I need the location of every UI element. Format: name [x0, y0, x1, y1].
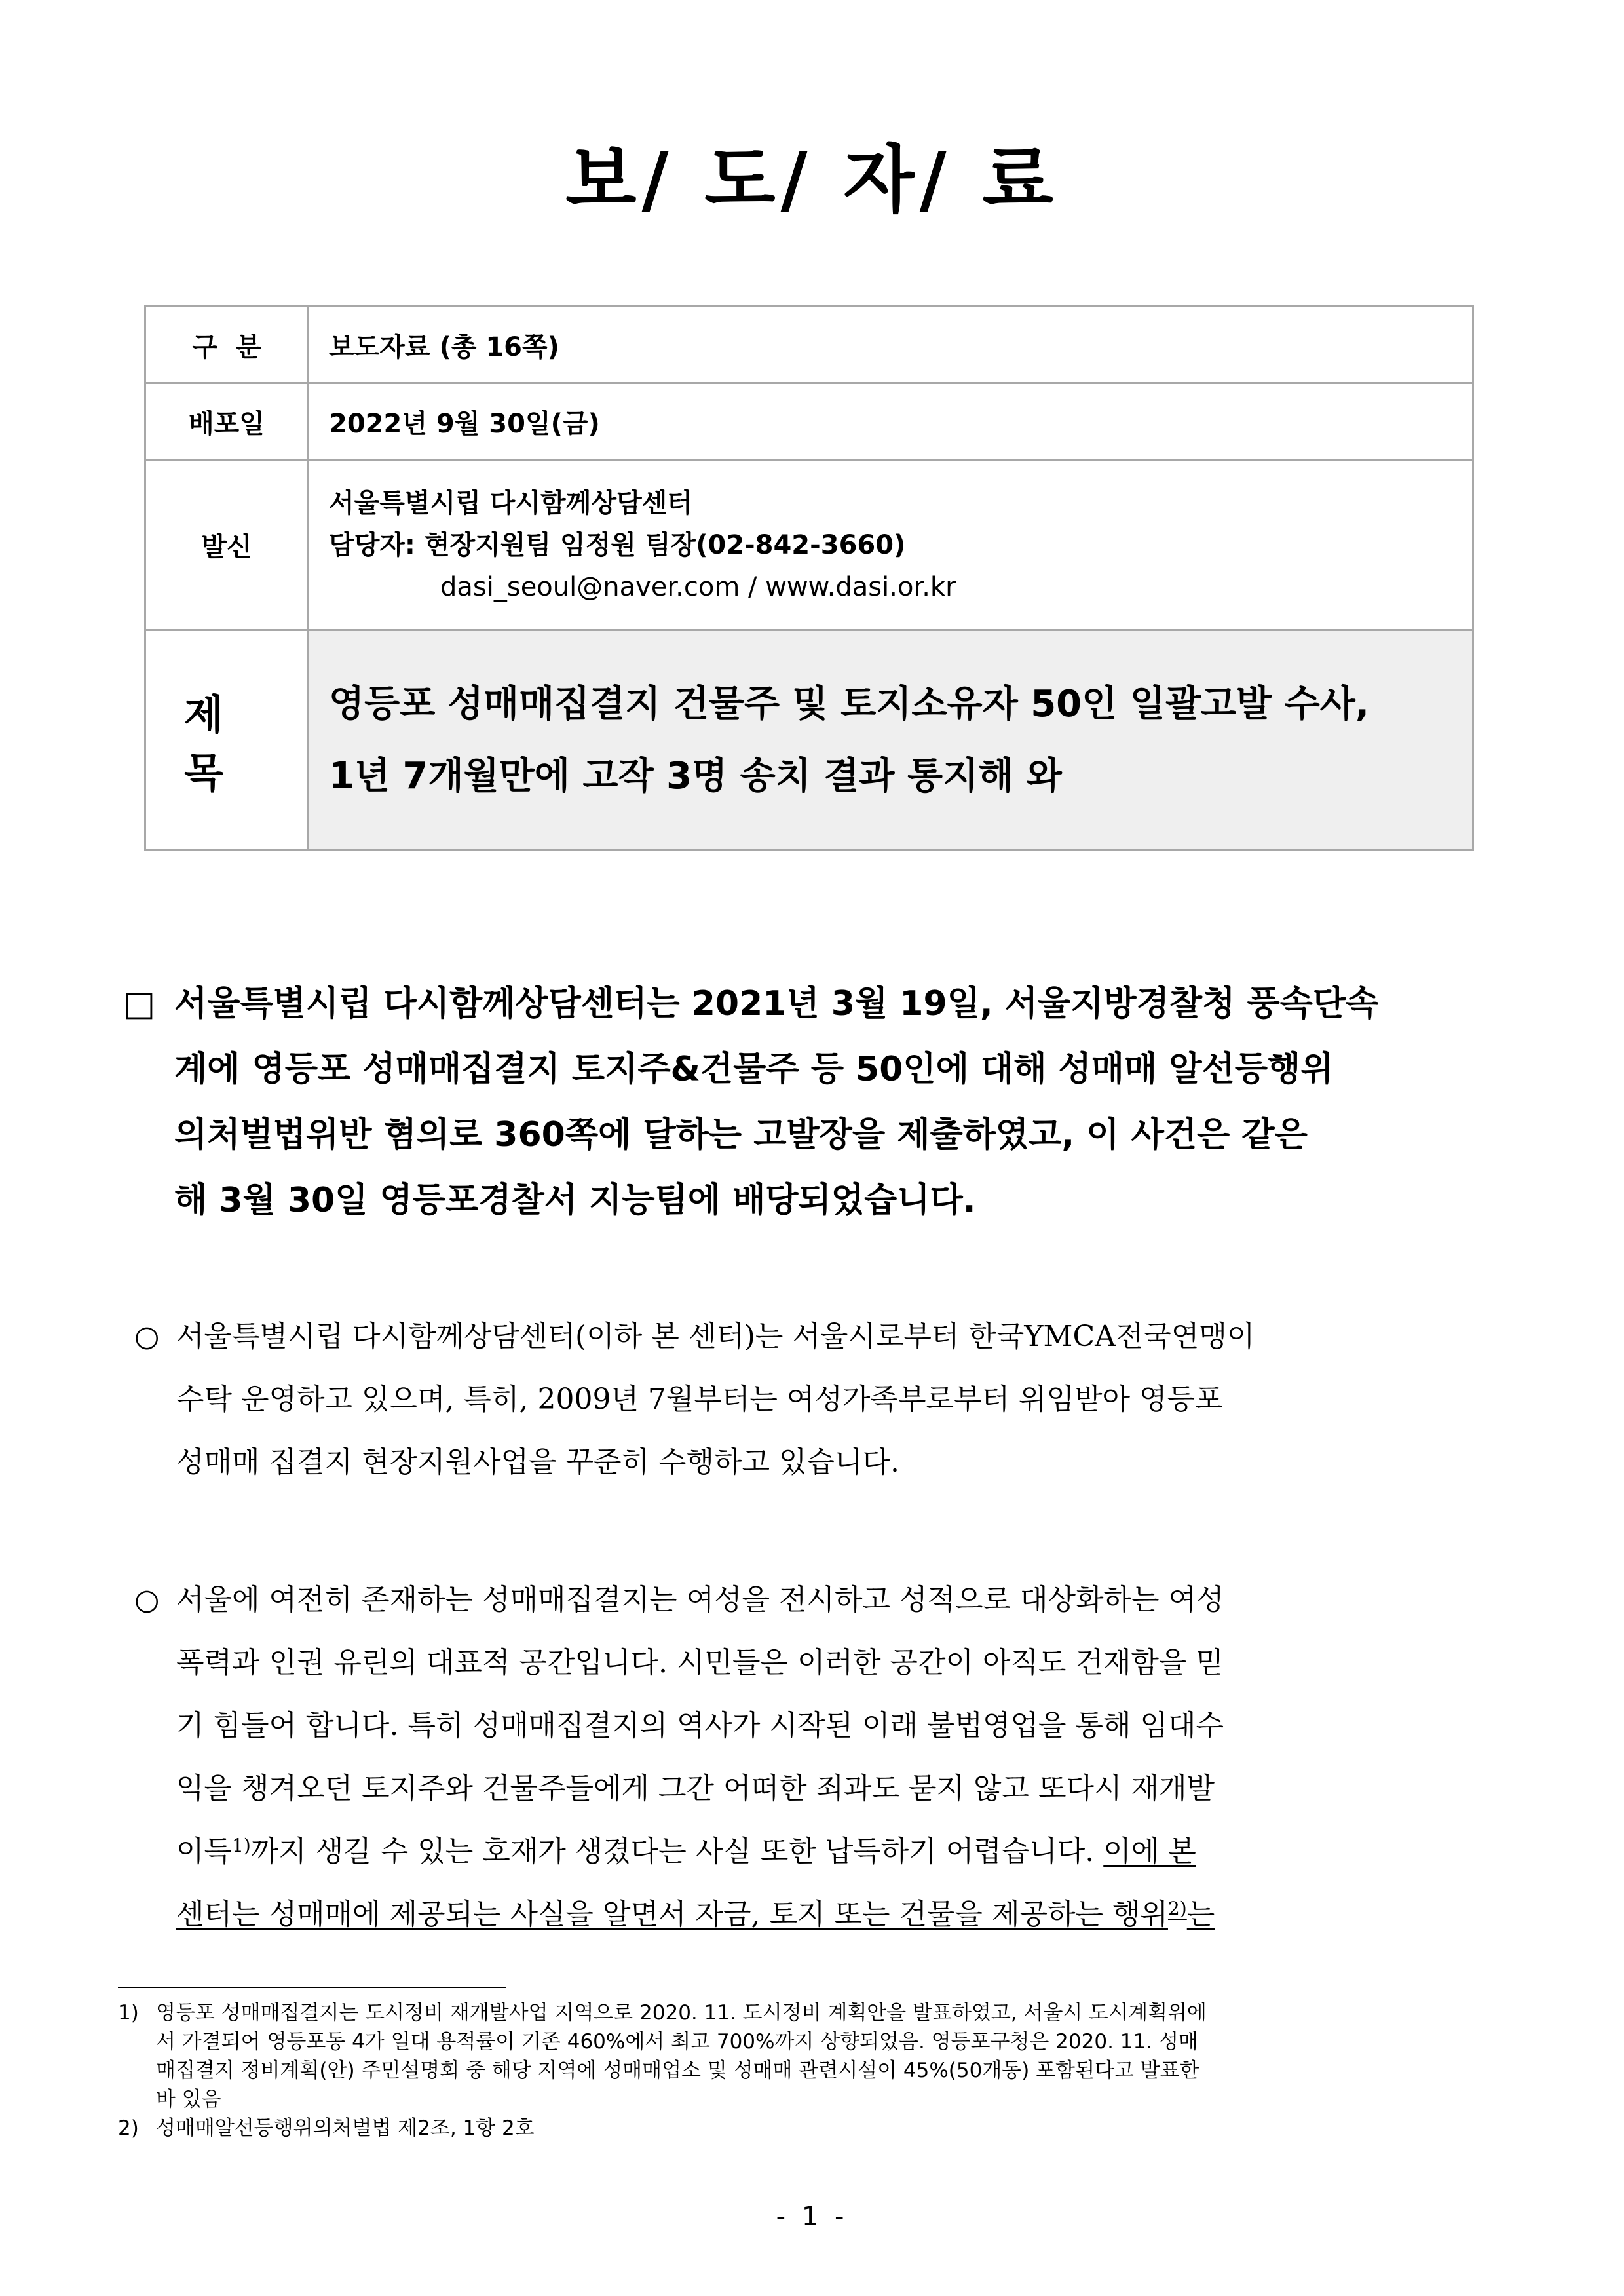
footnote-1-number: 1) — [118, 2001, 139, 2025]
date-value: 2022년 9월 30일(금) — [309, 383, 1473, 460]
sender-contact: 담당자: 현장지원팀 임정원 팀장(02-842-3660) — [329, 529, 906, 560]
bullet2-line-6 — [134, 1883, 1497, 1946]
bullet2-line-6-underlined: 센터는 성매매에 제공되는 사실을 알면서 자금, 토지 또는 건물을 제공하는 행위 — [176, 1898, 1168, 1931]
category-label: 구 분 — [145, 307, 309, 383]
footnote-2-number: 2) — [118, 2116, 139, 2140]
bullet-paragraph-1 — [134, 1305, 1497, 1494]
bullet2-line-5-mid: 까지 생길 수 있는 호재가 생겼다는 사실 또한 납득하기 어렵습니다. — [250, 1835, 1104, 1868]
bullet1-line-3: 성매매 집결지 현장지원사업을 꾸준히 수행하고 있습니다. — [176, 1445, 900, 1479]
bullet2-line-2: 폭력과 인권 유린의 대표적 공간입니다. 시민들은 이러한 공간이 아직도 건재함을 믿 — [176, 1646, 1224, 1679]
footnotes — [118, 1999, 1533, 2143]
bullet2-line-5-start: 이득 — [176, 1835, 233, 1868]
sender-web: dasi_seoul@naver.com / www.dasi.or.kr — [440, 571, 956, 602]
sender-row — [145, 460, 1473, 630]
category-row — [145, 307, 1473, 383]
checkbox-square-icon: □ — [123, 984, 156, 1024]
lead-line-1: 서울특별시립 다시함께상담센터는 2021년 3월 19일, 서울지방경찰청 풍속단속 — [174, 984, 1379, 1024]
bullet1-line-1: 서울특별시립 다시함께상담센터(이하 본 센터)는 서울시로부터 한국YMCA전국연맹이 — [176, 1320, 1255, 1353]
lead-line-2: 계에 영등포 성매매집결지 토지주&건물주 등 50인에 대해 성매매 알선등행위 — [174, 1050, 1334, 1089]
bullet2-line-6-end: 는 — [1186, 1898, 1215, 1931]
lead-paragraph — [123, 971, 1499, 1233]
subject-line-2: 1년 7개월만에 고작 3명 송치 결과 통지해 와 — [329, 754, 1062, 797]
date-label: 배포일 — [145, 383, 309, 460]
info-table — [144, 305, 1474, 851]
footnote-ref-1[interactable]: 1) — [232, 1835, 251, 1856]
footnote-1-line-4: 바 있음 — [156, 2088, 221, 2111]
circle-bullet-icon: ○ — [134, 1320, 160, 1353]
bullet2-line-4: 익을 챙겨오던 토지주와 건물주들에게 그간 어떠한 죄과도 묻지 않고 또다시 재개발 — [176, 1772, 1215, 1805]
bullet2-line-5 — [134, 1820, 1497, 1883]
bullet-paragraph-2 — [134, 1569, 1497, 1946]
footnote-1-line-2: 서 가결되어 영등포동 4가 일대 용적률이 기존 460%에서 최고 700%까지 상향되었음. 영등포구청은 2020. 11. 성매 — [156, 2030, 1198, 2054]
category-value: 보도자료 (총 16쪽) — [309, 307, 1473, 383]
footnote-1-line-3: 매집결지 정비계획(안) 주민설명회 중 해당 지역에 성매매업소 및 성매매 관련시설이 45%(50개동) 포함된다고 발표한 — [156, 2059, 1199, 2082]
circle-bullet-icon: ○ — [134, 1583, 160, 1617]
subject-line-1: 영등포 성매매집결지 건물주 및 토지소유자 50인 일괄고발 수사, — [329, 682, 1370, 725]
footnote-1-line-1: 영등포 성매매집결지는 도시정비 재개발사업 지역으로 2020. 11. 도시정비 계획안을 발표하였고, 서울시 도시계획위에 — [156, 2001, 1207, 2025]
subject-row — [145, 630, 1473, 851]
footnote-divider — [118, 1987, 506, 1988]
bullet2-line-5-underlined: 이에 본 — [1103, 1835, 1196, 1868]
date-row — [145, 383, 1473, 460]
sender-org: 서울특별시립 다시함께상담센터 — [329, 488, 692, 518]
page-number: - 1 - — [776, 2202, 848, 2232]
footnote-2-line-1: 성매매알선등행위의처벌법 제2조, 1항 2호 — [156, 2116, 535, 2140]
sender-value — [309, 460, 1473, 630]
subject-label: 제목 — [145, 630, 309, 851]
subject-value — [309, 630, 1473, 851]
sender-label: 발신 — [145, 460, 309, 630]
bullet1-line-2: 수탁 운영하고 있으며, 특히, 2009년 7월부터는 여성가족부로부터 위임받아 영등포 — [176, 1383, 1223, 1416]
lead-line-3: 의처벌법위반 혐의로 360쪽에 달하는 고발장을 제출하였고, 이 사건은 같은 — [174, 1115, 1308, 1155]
footnote-ref-2[interactable]: 2) — [1167, 1898, 1187, 1919]
bullet2-line-3: 기 힘들어 합니다. 특히 성매매집결지의 역사가 시작된 이래 불법영업을 통해 임대수 — [176, 1709, 1224, 1742]
document-title: 보/ 도/ 자/ 료 — [565, 138, 1059, 223]
bullet2-line-1: 서울에 여전히 존재하는 성매매집결지는 여성을 전시하고 성적으로 대상화하는 여성 — [176, 1583, 1224, 1617]
lead-line-4: 해 3월 30일 영등포경찰서 지능팀에 배당되었습니다. — [174, 1181, 976, 1220]
